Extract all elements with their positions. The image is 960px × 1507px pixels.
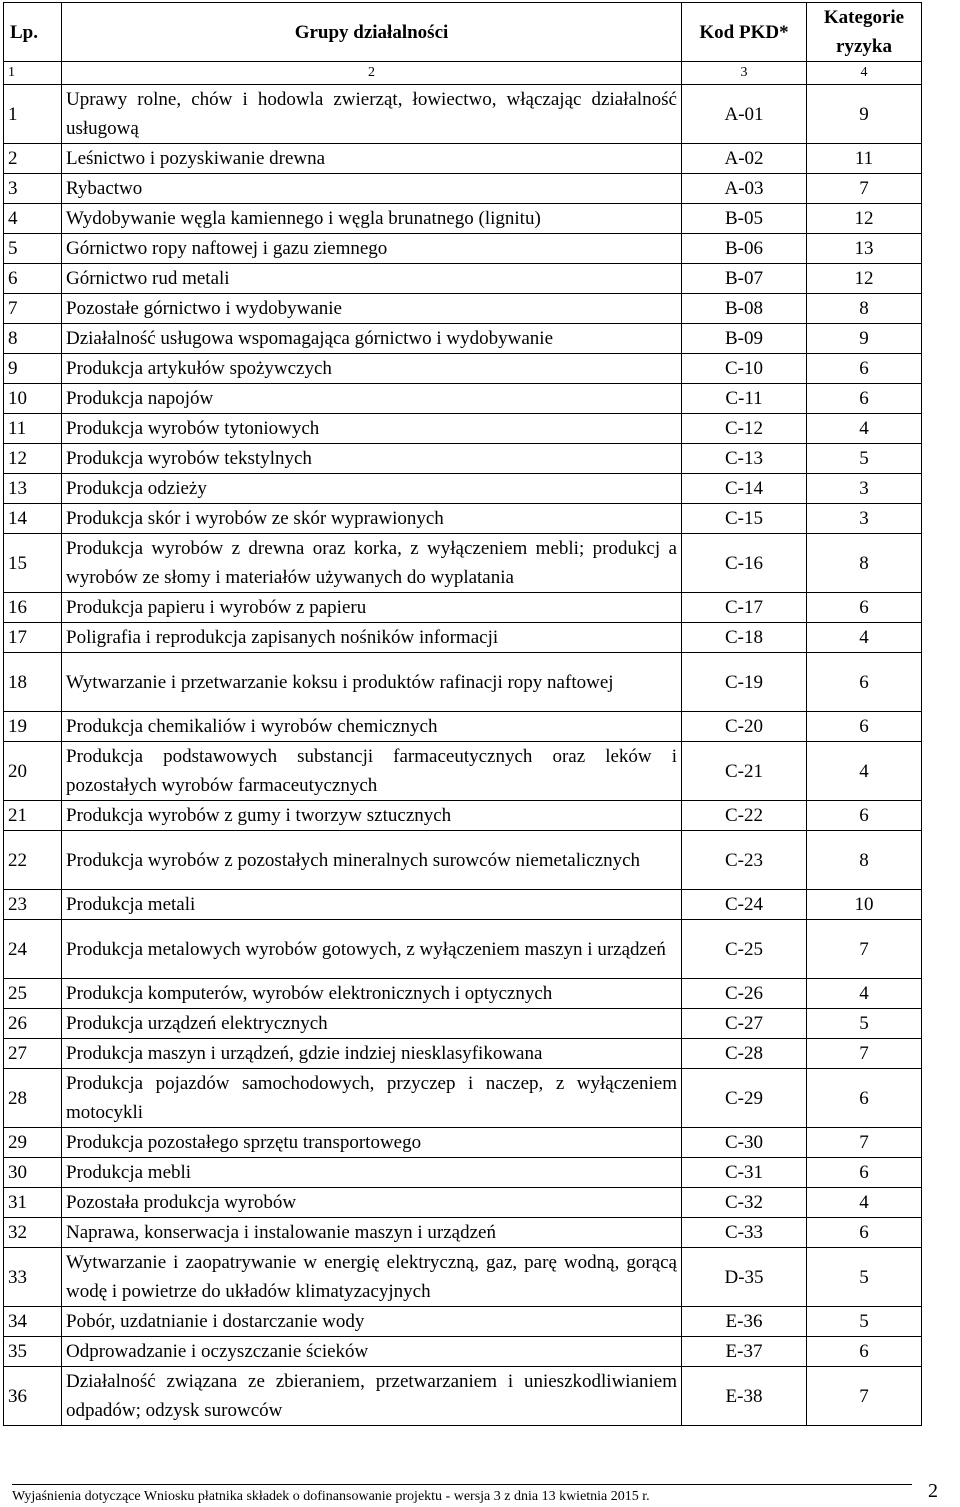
row-code: B-06 [682,234,807,264]
row-group [62,1307,682,1337]
row-group-text: Górnictwo ropy naftowej i gazu ziemnego [66,238,388,259]
row-code: C-25 [682,920,807,979]
row-lp: 8 [4,324,62,354]
row-code: C-21 [682,742,807,801]
row-lp: 6 [4,264,62,294]
row-lp: 1 [4,85,62,144]
row-group [62,1248,682,1307]
row-code: E-37 [682,1337,807,1367]
row-risk: 4 [807,1188,922,1218]
row-risk: 7 [807,1039,922,1069]
row-lp: 20 [4,742,62,801]
table-row [4,204,922,234]
row-group [62,1158,682,1188]
row-lp: 13 [4,474,62,504]
row-risk: 6 [807,712,922,742]
row-lp: 32 [4,1218,62,1248]
table-row [4,234,922,264]
row-risk: 8 [807,831,922,890]
row-lp: 26 [4,1009,62,1039]
row-group [62,831,682,890]
row-group [62,534,682,593]
row-code: C-31 [682,1158,807,1188]
row-lp: 21 [4,801,62,831]
row-lp: 19 [4,712,62,742]
row-risk: 4 [807,742,922,801]
row-code: E-36 [682,1307,807,1337]
table-row [4,414,922,444]
table-row [4,1337,922,1367]
row-group-text: Produkcja napojów [66,388,214,409]
row-group [62,474,682,504]
row-group [62,920,682,979]
row-lp: 22 [4,831,62,890]
row-lp: 16 [4,593,62,623]
row-code: C-33 [682,1218,807,1248]
row-group-text: Produkcja pojazdów samochodowych, przyczep i naczep, z wyłączeniem motocykli [66,1073,677,1123]
row-group-text: Produkcja wyrobów tekstylnych [66,448,312,469]
row-group-text: Wytwarzanie i zaopatrywanie w energię elektryczną, gaz, parę wodną, gorącą wodę i powietrze do układów klimatyzacyjnych [66,1252,677,1302]
row-risk: 4 [807,414,922,444]
table-row [4,623,922,653]
row-group-text: Produkcja odzieży [66,478,207,499]
row-risk: 6 [807,1158,922,1188]
row-group [62,1128,682,1158]
risk-category-table [3,2,922,1426]
row-group-text: Naprawa, konserwacja i instalowanie maszyn i urządzeń [66,1222,496,1243]
row-lp: 24 [4,920,62,979]
row-lp: 25 [4,979,62,1009]
row-code: B-08 [682,294,807,324]
column-number-row [4,62,922,85]
row-risk: 6 [807,384,922,414]
row-code: C-24 [682,890,807,920]
row-group [62,712,682,742]
colnum-1: 1 [4,62,62,85]
row-group-text: Pobór, uzdatnianie i dostarczanie wody [66,1311,365,1332]
row-lp: 12 [4,444,62,474]
row-group [62,204,682,234]
row-lp: 18 [4,653,62,712]
row-group [62,354,682,384]
row-lp: 15 [4,534,62,593]
row-code: C-23 [682,831,807,890]
row-group-text: Poligrafia i reprodukcja zapisanych nośników informacji [66,627,499,648]
row-risk: 6 [807,1218,922,1248]
row-group [62,444,682,474]
row-group-text: Produkcja podstawowych substancji farmaceutycznych oraz leków i pozostałych wyrobów farmaceutycznych [66,746,677,796]
row-risk: 6 [807,801,922,831]
row-risk: 6 [807,653,922,712]
table-row [4,801,922,831]
row-lp: 35 [4,1337,62,1367]
row-code: A-02 [682,144,807,174]
row-risk: 4 [807,979,922,1009]
table-row [4,444,922,474]
header-code: Kod PKD* [682,3,807,62]
row-code: D-35 [682,1248,807,1307]
row-group [62,801,682,831]
row-group-text: Pozostała produkcja wyrobów [66,1192,297,1213]
row-risk: 7 [807,174,922,204]
header-risk: Kategorie ryzyka [807,3,922,62]
table-row [4,1069,922,1128]
row-group-text: Rybactwo [66,178,143,199]
row-group [62,890,682,920]
row-risk: 6 [807,593,922,623]
row-code: C-27 [682,1009,807,1039]
row-code: C-14 [682,474,807,504]
row-code: C-28 [682,1039,807,1069]
row-risk: 3 [807,474,922,504]
row-lp: 31 [4,1188,62,1218]
row-lp: 14 [4,504,62,534]
table-row [4,742,922,801]
header-group: Grupy działalności [62,3,682,62]
row-group [62,85,682,144]
table-row [4,1307,922,1337]
row-lp: 3 [4,174,62,204]
row-lp: 29 [4,1128,62,1158]
row-code: C-22 [682,801,807,831]
row-lp: 7 [4,294,62,324]
table-row [4,85,922,144]
row-code: C-13 [682,444,807,474]
row-lp: 34 [4,1307,62,1337]
row-group-text: Produkcja artykułów spożywczych [66,358,332,379]
row-group [62,144,682,174]
row-group [62,324,682,354]
row-group-text: Produkcja wyrobów z pozostałych mineralnych surowców niemetalicznych [66,849,641,871]
row-group-text: Produkcja chemikaliów i wyrobów chemicznych [66,716,438,737]
table-row [4,593,922,623]
row-lp: 27 [4,1039,62,1069]
row-group [62,1039,682,1069]
row-code: A-01 [682,85,807,144]
row-group [62,1367,682,1426]
row-code: C-19 [682,653,807,712]
table-row [4,144,922,174]
row-risk: 12 [807,204,922,234]
row-lp: 2 [4,144,62,174]
row-risk: 9 [807,85,922,144]
row-group-text: Produkcja wyrobów tytoniowych [66,418,320,439]
row-group [62,384,682,414]
row-group [62,593,682,623]
table-row [4,831,922,890]
row-group-text: Produkcja metali [66,894,196,915]
table-row [4,1248,922,1307]
table-row [4,324,922,354]
row-group [62,1188,682,1218]
row-group [62,1218,682,1248]
row-group-text: Produkcja komputerów, wyrobów elektronicznych i optycznych [66,983,553,1004]
row-risk: 6 [807,1069,922,1128]
row-code: C-12 [682,414,807,444]
table-row [4,474,922,504]
row-lp: 30 [4,1158,62,1188]
row-group-text: Górnictwo rud metali [66,268,230,289]
colnum-2: 2 [62,62,682,85]
row-risk: 12 [807,264,922,294]
row-code: C-17 [682,593,807,623]
row-group-text: Produkcja skór i wyrobów ze skór wyprawionych [66,508,444,529]
table-row [4,1367,922,1426]
row-code: C-16 [682,534,807,593]
table-header-row [4,3,922,62]
row-lp: 4 [4,204,62,234]
table-row [4,294,922,324]
row-risk: 6 [807,354,922,384]
table-row [4,354,922,384]
row-group [62,979,682,1009]
header-lp: Lp. [4,3,62,62]
row-group [62,1337,682,1367]
row-group-text: Uprawy rolne, chów i hodowla zwierząt, łowiectwo, włączając działalność usługową [66,89,677,139]
row-group [62,264,682,294]
row-group [62,653,682,712]
row-risk: 10 [807,890,922,920]
row-group [62,623,682,653]
table-row [4,1218,922,1248]
row-risk: 8 [807,294,922,324]
row-lp: 33 [4,1248,62,1307]
row-group-text: Produkcja urządzeń elektrycznych [66,1013,328,1034]
row-risk: 7 [807,920,922,979]
table-row [4,920,922,979]
row-risk: 5 [807,444,922,474]
footer-text: Wyjaśnienia dotyczące Wniosku płatnika składek o dofinansowanie projektu - wersja 3 z dnia 13 kwietnia 2015 r. [12,1484,912,1507]
row-lp: 36 [4,1367,62,1426]
table-row [4,712,922,742]
table-row [4,1188,922,1218]
table-row [4,504,922,534]
row-group-text: Produkcja maszyn i urządzeń, gdzie indziej niesklasyfikowana [66,1043,543,1064]
row-risk: 3 [807,504,922,534]
row-group-text: Działalność usługowa wspomagająca górnictwo i wydobywanie [66,328,554,349]
row-group [62,1009,682,1039]
row-risk: 11 [807,144,922,174]
row-lp: 28 [4,1069,62,1128]
row-risk: 9 [807,324,922,354]
table-row [4,653,922,712]
row-group-text: Odprowadzanie i oczyszczanie ścieków [66,1341,369,1362]
row-risk: 13 [807,234,922,264]
table-row [4,1128,922,1158]
row-code: C-18 [682,623,807,653]
row-group-text: Leśnictwo i pozyskiwanie drewna [66,148,326,169]
row-risk: 5 [807,1307,922,1337]
row-code: C-26 [682,979,807,1009]
row-code: C-30 [682,1128,807,1158]
table-row [4,534,922,593]
row-risk: 5 [807,1009,922,1039]
row-code: B-09 [682,324,807,354]
row-code: C-29 [682,1069,807,1128]
row-code: A-03 [682,174,807,204]
row-group-text: Produkcja pozostałego sprzętu transportowego [66,1132,422,1153]
colnum-4: 4 [807,62,922,85]
row-group [62,174,682,204]
row-lp: 17 [4,623,62,653]
table-row [4,174,922,204]
row-code: C-20 [682,712,807,742]
row-group-text: Produkcja papieru i wyrobów z papieru [66,597,367,618]
row-risk: 8 [807,534,922,593]
row-group [62,414,682,444]
row-group [62,504,682,534]
row-lp: 5 [4,234,62,264]
table-row [4,890,922,920]
row-group-text: Wydobywanie węgla kamiennego i węgla brunatnego (lignitu) [66,208,541,229]
row-group-text: Wytwarzanie i przetwarzanie koksu i produktów rafinacji ropy naftowej [66,671,614,693]
row-group-text: Produkcja metalowych wyrobów gotowych, z wyłączeniem maszyn i urządzeń [66,938,666,960]
table-row [4,979,922,1009]
row-code: B-07 [682,264,807,294]
row-lp: 11 [4,414,62,444]
row-risk: 7 [807,1367,922,1426]
table-row [4,264,922,294]
row-group-text: Produkcja wyrobów z drewna oraz korka, z wyłączeniem mebli; produkcj a wyrobów ze słomy i materiałów używanych do wyplatania [66,538,677,588]
row-group-text: Produkcja wyrobów z gumy i tworzyw sztucznych [66,805,452,826]
row-code: C-32 [682,1188,807,1218]
row-code: C-10 [682,354,807,384]
row-risk: 6 [807,1337,922,1367]
row-group [62,1069,682,1128]
row-lp: 10 [4,384,62,414]
table-row [4,1039,922,1069]
table-row [4,1009,922,1039]
row-risk: 5 [807,1248,922,1307]
row-group-text: Działalność związana ze zbieraniem, przetwarzaniem i unieszkodliwianiem odpadów; odzysk surowców [66,1371,677,1421]
table-row [4,1158,922,1188]
row-code: E-38 [682,1367,807,1426]
page-number: 2 [928,1480,938,1502]
row-group [62,742,682,801]
row-risk: 7 [807,1128,922,1158]
row-code: C-11 [682,384,807,414]
row-lp: 23 [4,890,62,920]
row-code: B-05 [682,204,807,234]
colnum-3: 3 [682,62,807,85]
row-group-text: Produkcja mebli [66,1162,192,1183]
row-group [62,234,682,264]
row-group [62,294,682,324]
row-lp: 9 [4,354,62,384]
row-group-text: Pozostałe górnictwo i wydobywanie [66,298,342,319]
table-row [4,384,922,414]
row-code: C-15 [682,504,807,534]
row-risk: 4 [807,623,922,653]
